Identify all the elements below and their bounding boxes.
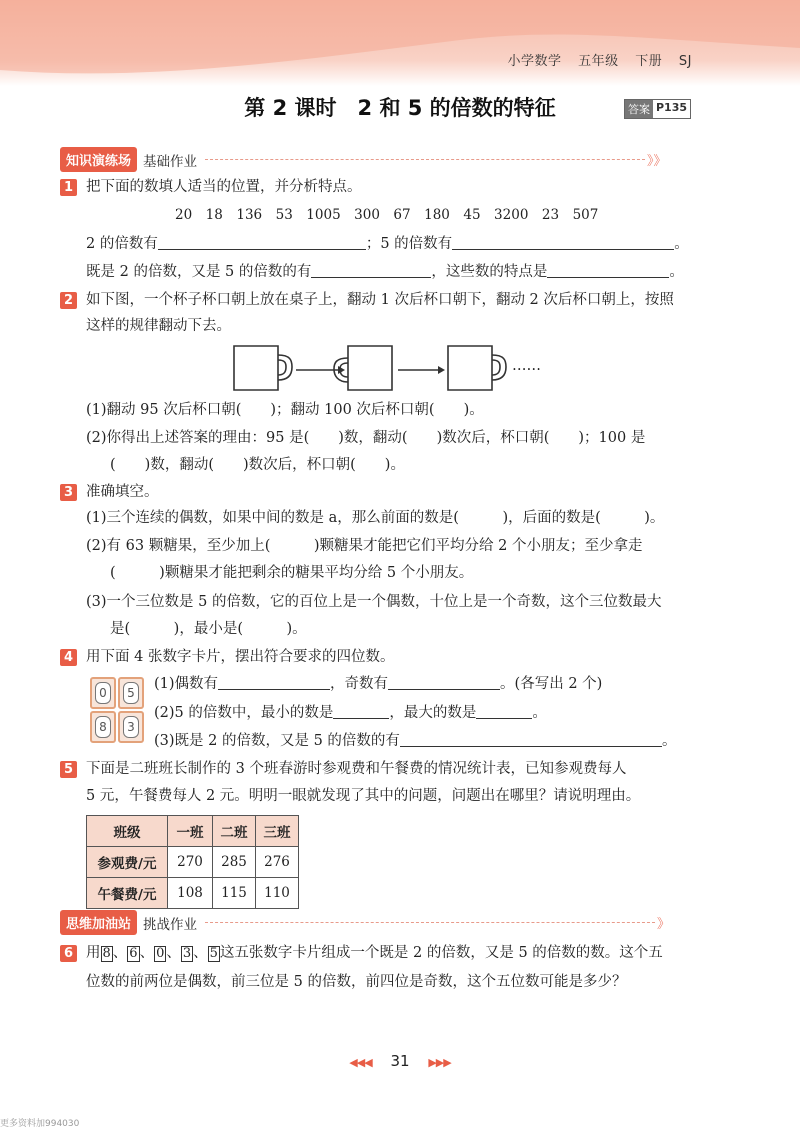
- header-subject: 小学数学: [507, 54, 562, 69]
- q1-d-label: ，这些数的特点是: [431, 264, 548, 280]
- sep: 、: [193, 945, 208, 961]
- digit-card: 3: [182, 946, 192, 961]
- answer-blank[interactable]: [452, 235, 674, 250]
- question-number: 5: [60, 761, 77, 778]
- fee-table: [86, 815, 299, 909]
- page-title: 第 2 课时 2 和 5 的倍数的特征: [244, 96, 556, 120]
- page-number: 31: [390, 1052, 410, 1070]
- q1-numbers: 20 18 136 53 1005 300 67 180 45 3200 23 507: [175, 207, 599, 223]
- q2-part-1: (1)翻动 95 次后杯口朝( )；翻动 100 次后杯口朝( )。: [86, 402, 484, 418]
- q4-stem: 用下面 4 张数字卡片，摆出符合要求的四位数。: [86, 649, 395, 665]
- punct: 。: [674, 236, 689, 252]
- page-footer: [0, 1052, 800, 1070]
- punct: 。: [661, 733, 677, 749]
- punct: 。: [532, 705, 547, 721]
- answer-blank[interactable]: [218, 675, 330, 690]
- section-divider: [205, 159, 645, 160]
- header-info: [495, 50, 692, 69]
- digit-card: [90, 677, 116, 709]
- q3-stem: 准确填空。: [86, 484, 159, 500]
- table-cell: 108: [168, 878, 213, 909]
- table-header-row: [87, 816, 299, 847]
- q4-p3-label: (3)既是 2 的倍数，又是 5 的倍数的有: [154, 733, 400, 749]
- section-challenge: [60, 910, 670, 935]
- table-header: 班级: [87, 816, 168, 847]
- q2-part-2a: (2)你得出上述答案的理由：95 是( )数，翻动( )数次后，杯口朝( )；100 是: [86, 430, 646, 446]
- header-edition: SJ: [678, 54, 692, 69]
- section-divider: [205, 922, 655, 923]
- q3-part-3a: (3)一个三位数是 5 的倍数，它的百位上是一个偶数，十位上是一个奇数，这个三位数最大: [86, 594, 662, 610]
- cup-ellipsis: ……: [512, 358, 541, 374]
- section-sub: 基础作业: [143, 153, 198, 170]
- digit: 0: [95, 682, 111, 704]
- digit-card: [118, 677, 144, 709]
- q1-stem: 把下面的数填人适当的位置，并分析特点。: [86, 179, 362, 195]
- q1-line-c: [86, 262, 684, 282]
- section-tag: 知识演练场: [60, 147, 137, 172]
- question-number: 2: [60, 292, 77, 309]
- q6-stem-2: 位数的前两位是偶数，前三位是 5 的倍数，前四位是奇数，这个五位数可能是多少？: [86, 974, 627, 990]
- answer-blank[interactable]: [547, 263, 669, 278]
- digit: 8: [95, 716, 111, 738]
- section-arrows: 》》: [647, 154, 667, 169]
- header-volume: 下册: [635, 54, 663, 69]
- section-arrows: 》: [657, 917, 671, 932]
- digit-card: 0: [156, 946, 165, 961]
- table-cell: 285: [213, 847, 256, 878]
- cup-up: [234, 346, 292, 390]
- q2-part-2b: ( )数，翻动( )数次后，杯口朝( )。: [110, 457, 405, 473]
- digit: 5: [123, 682, 139, 704]
- q6-stem-text: 这五张数字卡片组成一个既是 2 的倍数，又是 5 的倍数的数。这个五: [219, 945, 663, 961]
- header-grade: 五年级: [578, 54, 619, 69]
- q3-part-2b: ( )颗糖果才能把剩余的糖果平均分给 5 个小朋友。: [110, 565, 474, 581]
- q4-p2-label: (2)5 的倍数中，最小的数是: [154, 705, 334, 721]
- q6-pre: 用: [86, 945, 101, 961]
- table-cell: 110: [256, 878, 299, 909]
- q3-part-1: (1)三个连续的偶数，如果中间的数是 a，那么前面的数是( )，后面的数是( )。: [86, 510, 665, 526]
- row-label: 午餐费/元: [87, 878, 168, 909]
- q1-c-label: 既是 2 的倍数，又是 5 的倍数的有: [86, 264, 312, 280]
- header-wave: [0, 0, 800, 90]
- cup-down: [334, 346, 392, 390]
- answer-blank[interactable]: [400, 732, 662, 747]
- digit-card: 6: [129, 946, 138, 961]
- table-cell: 115: [213, 878, 256, 909]
- section-basic: [60, 147, 667, 172]
- cup-flip-diagram: [232, 344, 552, 394]
- answer-reference: [624, 99, 691, 119]
- arrow-head: [438, 366, 445, 374]
- q1-b-label: ；5 的倍数有: [365, 236, 453, 252]
- answer-blank[interactable]: [333, 704, 389, 719]
- digit-card: 5: [209, 946, 218, 961]
- q1-line-a: [86, 234, 689, 254]
- digit-card: [118, 711, 144, 743]
- cup-up: [448, 346, 506, 390]
- q1-a-label: 2 的倍数有: [86, 236, 158, 252]
- digit-card: [90, 711, 116, 743]
- left-arrows-icon: ◀◀◀: [349, 1056, 372, 1069]
- q4-part-3: [154, 731, 676, 751]
- q5-stem-1: 下面是二班班长制作的 3 个班春游时参观费和午餐费的情况统计表，已知参观费每人: [86, 761, 627, 777]
- table-header: 三班: [256, 816, 299, 847]
- q4-part-2: [154, 703, 547, 723]
- q4-part-1: [154, 674, 602, 694]
- sep: 、: [139, 945, 155, 961]
- question-number: 4: [60, 649, 77, 666]
- question-number: 3: [60, 484, 77, 501]
- section-tag: 思维加油站: [60, 910, 137, 935]
- q3-part-3b: 是( )，最小是( )。: [110, 621, 307, 637]
- answer-page: P135: [656, 101, 688, 114]
- digit: 3: [123, 716, 139, 738]
- punct: 。: [669, 264, 684, 280]
- table-row: [87, 847, 299, 878]
- q2-stem-2: 这样的规律翻动下去。: [86, 318, 231, 334]
- q3-part-2a: (2)有 63 颗糖果，至少加上( )颗糖果才能把它们平均分给 2 个小朋友；至少拿走: [86, 538, 643, 554]
- q4-p2-label2: ，最大的数是: [389, 705, 477, 721]
- answer-label: 答案: [625, 100, 653, 118]
- answer-blank[interactable]: [388, 675, 500, 690]
- section-sub: 挑战作业: [143, 916, 198, 933]
- table-header: 二班: [213, 816, 256, 847]
- table-row: [87, 878, 299, 909]
- q2-stem-1: 如下图，一个杯子杯口朝上放在桌子上，翻动 1 次后杯口朝下，翻动 2 次后杯口朝上，按照: [86, 292, 674, 308]
- q4-p1-label: (1)偶数有: [154, 676, 219, 692]
- row-label: 参观费/元: [87, 847, 168, 878]
- digit-card: 8: [102, 946, 111, 961]
- answer-blank[interactable]: [476, 704, 532, 719]
- q5-stem-2: 5 元，午餐费每人 2 元。明明一眼就发现了其中的问题，问题出在哪里？请说明理由。: [86, 788, 641, 804]
- table-cell: 276: [256, 847, 299, 878]
- table-header: 一班: [168, 816, 213, 847]
- sep: 、: [166, 945, 181, 961]
- question-number: 1: [60, 179, 77, 196]
- watermark: 更多资料加994030: [0, 1119, 80, 1129]
- q4-p1-label2: ，奇数有: [330, 676, 389, 692]
- table-cell: 270: [168, 847, 213, 878]
- answer-blank[interactable]: [311, 263, 431, 278]
- q4-p1-note: 。(各写出 2 个): [500, 676, 603, 692]
- question-number: 6: [60, 945, 77, 962]
- right-arrows-icon: ▶▶▶: [428, 1056, 451, 1069]
- answer-blank[interactable]: [158, 235, 366, 250]
- sep: 、: [112, 945, 128, 961]
- q6-stem-1: [86, 943, 663, 963]
